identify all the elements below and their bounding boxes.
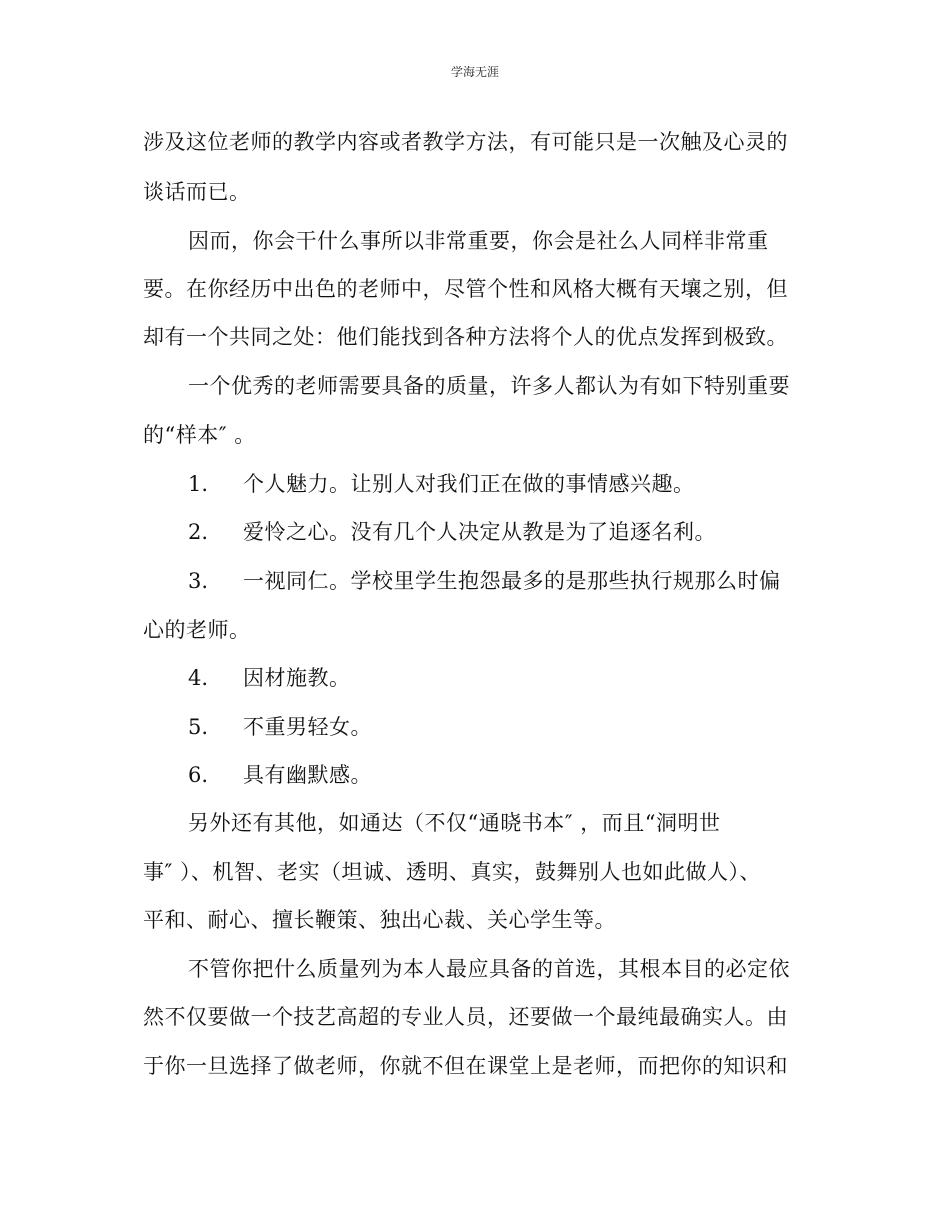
page-header: 学海无涯 [450, 65, 499, 79]
body-line: 的“样本″ 。 [143, 423, 256, 447]
list-item-text: 因材施教。 [243, 666, 351, 690]
list-item-number: 5. [188, 715, 209, 739]
body-line: 于你一旦选择了做老师，你就不但在课堂上是老师，而把你的知识和 [143, 1054, 788, 1078]
body-line: 要。在你经历中出色的老师中，尽管个性和风格大概有天壤之别，但 [143, 277, 788, 301]
body-line: 不管你把什么质量列为本人最应具备的首选，其根本目的必定依 [188, 957, 790, 981]
list-item-number: 6. [188, 763, 209, 787]
body-line: 平和、耐心、擅长鞭策、独出心裁、关心学生等。 [143, 908, 616, 932]
list-item-number: 4. [188, 666, 209, 690]
body-line: 因而，你会干什么事所以非常重要，你会是社么人同样非常重 [188, 229, 769, 253]
list-item-number: 1. [188, 472, 209, 496]
body-line: 一个优秀的老师需要具备的质量，许多人都认为有如下特别重要 [188, 374, 790, 398]
list-item-text: 具有幽默感。 [243, 763, 372, 787]
body-line: 涉及这位老师的教学内容或者教学方法，有可能只是一次触及心灵的 [143, 130, 788, 154]
body-line: 然不仅要做一个技艺高超的专业人员，还要做一个最纯最确实人。由 [143, 1005, 788, 1029]
body-line: 谈话而已。 [143, 180, 251, 204]
list-item-number: 2. [188, 520, 209, 544]
list-item-continuation: 心的老师。 [143, 618, 251, 642]
body-line: 却有一个共同之处：他们能找到各种方法将个人的优点发挥到极致。 [143, 325, 788, 349]
list-item-text: 不重男轻女。 [243, 715, 372, 739]
list-item-number: 3. [188, 569, 209, 593]
body-line: 事″ ）、机智、老实（坦诚、透明、真实，鼓舞别人也如此做人）、 [143, 860, 762, 884]
list-item-text: 一视同仁。学校里学生抱怨最多的是那些执行规那么时偏 [243, 569, 781, 593]
list-item-text: 爱怜之心。没有几个人决定从教是为了追逐名利。 [243, 520, 716, 544]
body-line: 另外还有其他，如通达（不仅“通晓书本″ ，而且“洞明世 [188, 811, 721, 835]
list-item-text: 个人魅力。让别人对我们正在做的事情感兴趣。 [243, 472, 695, 496]
